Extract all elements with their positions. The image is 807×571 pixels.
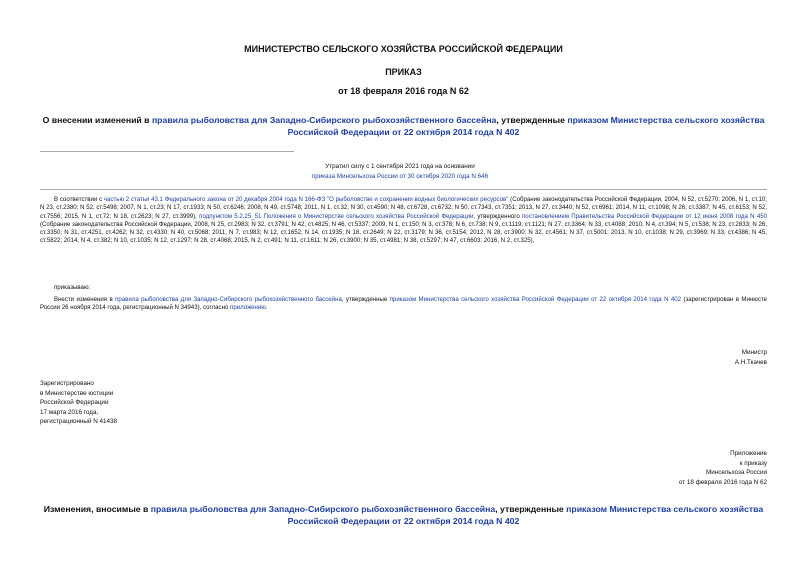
registration-line-1: Зарегистрировано bbox=[40, 380, 94, 387]
order-paragraph bbox=[40, 296, 767, 313]
signer-name: А.Н.Ткачев bbox=[734, 358, 767, 366]
registration-line-2: в Министерстве юстиции bbox=[40, 389, 114, 397]
rules-link-3[interactable]: правила рыболовства для Западно-Сибирского рыбохозяйственного бассейна bbox=[150, 504, 496, 514]
bottom-title-middle: , утвержденные bbox=[495, 504, 567, 514]
appendix-line-4: от 18 февраля 2016 года N 62 bbox=[678, 478, 767, 486]
title-middle: , утвержденные bbox=[496, 115, 568, 125]
p2-text-b: , утвержденные bbox=[341, 296, 390, 303]
resolution-450-link[interactable]: постановлением Правительства Российской Федерации от 12 июня 2008 года N 450 bbox=[522, 212, 767, 220]
lost-force-line: Утратил силу с 1 сентября 2021 года на основании bbox=[325, 163, 475, 170]
p1-text-a: В соответствии с bbox=[54, 196, 104, 203]
order-402-link-3[interactable]: приказом Министерства сельского хозяйства Российской Федерации от 22 октября 2014 года N 402 bbox=[287, 504, 764, 526]
appendix-title bbox=[40, 503, 767, 527]
registration-block bbox=[40, 379, 117, 427]
law-166fz-link[interactable]: частью 2 статьи 43.1 Федерального закона от 20 декабря 2004 года N 166-ФЗ "О рыболовстве и сохранении водных биологических ресурсов" bbox=[103, 196, 509, 203]
divider-full bbox=[40, 189, 767, 190]
appendix-link[interactable]: приложению bbox=[230, 304, 266, 312]
divider-short bbox=[40, 151, 294, 152]
p1-text-c: , утвержденного bbox=[473, 212, 522, 220]
p2-text-a: Внести изменения в bbox=[54, 296, 116, 303]
preamble-paragraph bbox=[40, 196, 767, 246]
signer-position: Министр bbox=[741, 349, 767, 356]
appendix-line-1: Приложение bbox=[730, 450, 767, 457]
order-646-link[interactable]: приказа Минсельхоза России от 30 октября 2020 года N 646 bbox=[311, 173, 489, 180]
registration-line-4: 17 марта 2016 года, bbox=[40, 408, 99, 416]
document-title bbox=[40, 114, 767, 138]
rules-link[interactable]: правила рыболовства для Западно-Сибирского рыбохозяйственного бассейна bbox=[151, 115, 497, 125]
order-word: приказываю: bbox=[54, 284, 91, 291]
appendix-line-3: Минсельхоза России bbox=[705, 469, 767, 476]
appendix-line-2: к приказу bbox=[739, 459, 767, 467]
bottom-title-prefix: Изменения, вносимые в bbox=[43, 504, 151, 514]
order-402-link[interactable]: приказом Министерства сельского хозяйства Российской Федерации от 22 октября 2014 года N 402 bbox=[287, 115, 765, 137]
p2-text-c: (зарегистрирован в Минюсте России 26 ноября 2014 года, регистрационный N 34943), согласно bbox=[40, 296, 767, 312]
appendix-block bbox=[679, 449, 767, 487]
doc-date: от 18 февраля 2016 года N 62 bbox=[338, 86, 469, 96]
title-prefix: О внесении изменений в bbox=[42, 115, 152, 125]
p1-text-d: (Собрание законодательства Российской Федерации, 2008, N 25, ст.2983; N 32, ст.3791; N 42, ст.4825; N 46, ст.5337; 2009, N 1, ст.150; N 3, ст.378; N 6, ст.738; N 9, ст.1119, ст.1121; N 27, ст.3364; N 33, ст.4088; 2010, N 4, ст.394; N 5, ст.538; N 23, ст.2833; N 26, ст.3350; N 31, ст.4251, ст.4262; N 32, ст.4330; N 40, ст.5068; 2011, N 7, ст.983; N 12, ст.1652; N 14, ст.1935; N 18, ст.2649; N 22, ст.3179; N 36, ст.5154; 2012, N 28, ст.3900; N 32, ст.4561; N 37, ст.5001; 2013, N 10, ст.1038; N 29, ст.3969; N 33, ст.4386; N 45, ст.5822; 2014, N 4, ст.382; N 10, ст.1035; N 12, ст.1297; N 28, ст.4068; 2015, N 2, ст.491; N 11, ст.1611; N 26, ст.3900; N 35, ст.4981; N 38, ст.5297; N 47, ст.6603; 2016, N 2, ст.325), bbox=[40, 220, 767, 245]
registration-line-5: регистрационный N 41438 bbox=[40, 418, 118, 425]
signature-block bbox=[735, 348, 767, 367]
regulation-subclause-link[interactable]: подпунктом 5.2.25_51 Положения о Министерстве сельского хозяйства Российской Федерации bbox=[199, 212, 474, 220]
doc-type-heading: ПРИКАЗ bbox=[385, 67, 422, 77]
p2-text-d: . bbox=[265, 304, 268, 312]
lost-force-note bbox=[300, 162, 500, 182]
registration-line-3: Российской Федерации bbox=[40, 399, 109, 406]
rules-link-2[interactable]: правила рыболовства для Западно-Сибирского рыбохозяйственного бассейна bbox=[115, 296, 342, 303]
p1-text-b: (Собрание законодательства Российской Федерации, 2004, N 52, ст.5270; 2006, N 1, ст.10; N 23, ст.2380; N 52, ст.5498; 2007, N 1, ст.23; N 17, ст.1933; N 50, ст.6246; 2008, N 49, ст.5748; 2011, N 1, ст.32; N 30, ст.4590; N 48, ст.6728, ст.6732; N 50, ст.7343, ст.7351; 2013, N 27, ст.3440; N 52, ст.6961; 2014, N 11, ст.1098; N 26, ст.3387; N 45, ст.6153; N 52, ст.7556; 2015, N 1, ст.72; N 18, ст.2623; N 27, ст.3999), bbox=[40, 196, 767, 220]
order-402-link-2[interactable]: приказом Министерства сельского хозяйства Российской Федерации от 22 октября 2014 года N 402 bbox=[389, 296, 682, 303]
ministry-heading: МИНИСТЕРСТВО СЕЛЬСКОГО ХОЗЯЙСТВА РОССИЙСКОЙ ФЕДЕРАЦИИ bbox=[244, 44, 563, 54]
